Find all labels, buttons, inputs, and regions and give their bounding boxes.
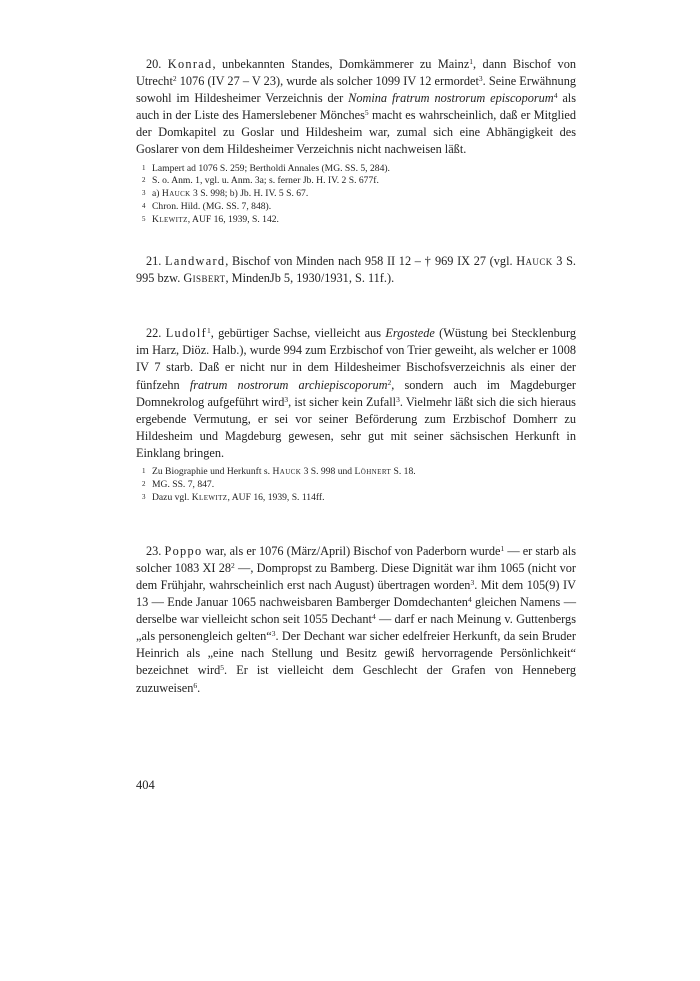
text-run: — darf er nach Meinung v. Guttenbergs „als personengleich gelten“	[136, 612, 576, 644]
footnotes	[136, 163, 576, 228]
footnote-ref: 4	[467, 595, 472, 605]
footnote-number: 2	[142, 479, 146, 488]
entry-23	[136, 543, 576, 697]
entry-text	[136, 325, 576, 462]
footnote	[136, 479, 576, 492]
text-run: Dazu vgl.	[152, 491, 192, 503]
text-run: .	[197, 680, 201, 695]
footnote-ref: 5	[220, 663, 224, 673]
footnote-ref: 6	[193, 680, 198, 690]
page-number: 404	[136, 778, 155, 792]
text-run: S. o. Anm. 1, vgl. u. Anm. 3a; s. ferner Jb. H. IV. 2 S. 677f.	[152, 175, 379, 187]
text-run: — er starb als solcher 1083 XI 28	[136, 543, 576, 575]
text-run: Lampert ad 1076 S. 259; Bertholdi Annales (MG. SS. 5, 284).	[152, 162, 390, 174]
footnote	[136, 492, 576, 505]
footnote-ref: 1	[500, 543, 505, 553]
text-run: 21.	[146, 254, 166, 269]
text-run: . Er ist vielleicht dem Geschlecht der Grafen von Henneberg zuzuweisen	[136, 663, 576, 695]
author-name: Hauck	[161, 188, 191, 200]
entry-name: Konrad	[167, 57, 213, 71]
footnote	[136, 201, 576, 214]
footnote	[136, 163, 576, 176]
entry-text	[136, 543, 576, 697]
footnote-number: 2	[142, 176, 146, 185]
author-name: Klewitz	[152, 214, 188, 226]
italic-text: Nomina fratrum nostrorum episcoporum	[348, 91, 554, 106]
entry-text	[136, 56, 576, 159]
footnote-ref: 1	[207, 326, 211, 336]
footnote-ref: 3	[284, 394, 289, 404]
text-run: , gebürtiger Sachse, vielleicht aus	[210, 326, 386, 341]
text-run: 23.	[146, 543, 165, 558]
footnote-ref: 2	[231, 560, 235, 570]
text-run: MG. SS. 7, 847.	[152, 478, 215, 490]
footnote-number: 3	[142, 189, 146, 198]
author-name: Löhnert	[354, 466, 392, 478]
footnote	[136, 188, 576, 201]
text-run: . Der Dechant war sicher edelfreier Herkunft, da sein Bruder Heinrich als „eine nach Stellung und Besitz gewiß hervorragende Persönlichkeit“ bezeichnet wird	[136, 629, 576, 678]
footnote-ref: 4	[553, 91, 558, 101]
text-run: , AUF 16, 1939, S. 142.	[187, 214, 279, 226]
footnote-ref: 2	[172, 74, 177, 84]
footnote	[136, 214, 576, 227]
footnote-ref: 5	[364, 108, 369, 118]
text-run: 3 S. 998 und	[301, 466, 355, 478]
footnote-ref: 3	[478, 74, 483, 84]
italic-text: Ergostede	[385, 326, 435, 341]
text-run: (Wüstung bei Stecklenburg im Harz, Diöz. Halb.), wurde 994 zum Erzbischof von Trier geweiht, als welcher er 1008 IV 7 starb. Daß er nicht nur in dem Hildesheimer Bischofsverzeichnis als einer der fünfzehn	[136, 326, 577, 392]
footnote	[136, 466, 576, 479]
text-run: , ist sicher kein Zufall	[288, 394, 397, 409]
text-run: 22.	[146, 326, 166, 341]
text-run: , AUF 16, 1939, S. 114ff.	[227, 491, 325, 503]
text-run: als auch in der Liste des Hamerslebener Mönches	[136, 91, 577, 123]
text-run: . Seine Erwähnung sowohl im Hildesheimer Verzeichnis der	[136, 74, 576, 106]
footnote-number: 1	[142, 163, 146, 172]
entry-20	[136, 56, 576, 227]
page-body	[136, 56, 576, 697]
text-run: , sondern auch im Magdeburger Domnekrolog aufgeführt wird	[136, 377, 577, 409]
footnote-number: 4	[142, 202, 146, 211]
text-run: Chron. Hild. (MG. SS. 7, 848).	[152, 201, 272, 213]
text-run: 20.	[146, 57, 168, 71]
footnote-number: 1	[142, 467, 146, 476]
entry-22	[136, 325, 576, 504]
italic-text: fratrum nostrorum archiepiscoporum	[189, 377, 388, 392]
text-run: 1076 (IV 27 – V 23), wurde als solcher 1099 IV 12 ermordet	[176, 74, 479, 89]
text-run: gleichen Namens — derselbe war vielleicht schon seit 1055 Dechant	[136, 595, 576, 627]
text-run: war, als er 1076 (März/April) Bischof von Paderborn wurde	[202, 543, 501, 558]
text-run: S. 18.	[391, 466, 416, 478]
text-run: , unbekannten Standes, Domkämmerer zu Mainz	[212, 57, 470, 71]
text-run: a)	[152, 188, 162, 200]
footnote-number: 5	[142, 215, 146, 224]
author-name: Gisbert	[183, 271, 226, 286]
footnote-ref: 3	[396, 394, 400, 404]
entry-name: Poppo	[164, 543, 203, 558]
footnote-ref: 3	[470, 577, 475, 587]
footnote	[136, 175, 576, 188]
text-run: , dann Bischof von Utrecht	[136, 57, 576, 89]
footnote-ref: 4	[371, 612, 376, 622]
entry-21	[136, 253, 576, 287]
footnote-ref: 1	[469, 57, 474, 66]
footnote-ref: 2	[387, 377, 392, 387]
text-run: . Mit dem 105(9) IV 13 — Ende Januar 1065 nachweisbaren Bamberger Domdechanten	[136, 577, 576, 610]
text-run: —, Dompropst zu Bamberg. Diese Dignität war ihm 1065 (nicht vor dem Frühjahr, wahrscheinlich erst nach August) übertragen worden	[136, 560, 576, 592]
text-run: 3 S. 998; b) Jb. H. IV. 5 S. 67.	[190, 188, 309, 200]
footnote-ref: 3	[271, 629, 276, 639]
text-run: 3 S. 995 bzw.	[136, 254, 577, 286]
entry-name: Ludolf	[165, 326, 207, 341]
author-name: Hauck	[516, 254, 553, 269]
text-run: , Bischof von Minden nach 958 II 12 – † 969 IX 27 (vgl.	[225, 254, 517, 269]
text-run: macht es wahrscheinlich, daß er Mitglied der Domkapitel zu Goslar und Hildesheim war, zumal sich eine Abhängigkeit des Goslarer von dem Hildesheimer Verzeichnis nicht nachweisen läßt.	[136, 108, 576, 157]
footnotes	[136, 466, 576, 505]
text-run: Zu Biographie und Herkunft s.	[152, 466, 273, 478]
text-run: , MindenJb 5, 1930/1931, S. 11f.).	[225, 271, 395, 286]
author-name: Klewitz	[191, 491, 228, 503]
entry-text	[136, 253, 576, 287]
entry-name: Landward	[165, 254, 226, 269]
text-run: . Vielmehr läßt sich die sich hieraus ergebende Vermutung, er sei vor seiner Beförderung zum Erzbischof Domherr zu Hildesheim und Magdeburg gewesen, sehr gut mit seiner sächsischen Herkunft in Einklang bringen.	[136, 394, 576, 460]
author-name: Hauck	[272, 466, 302, 478]
footnote-number: 3	[142, 492, 146, 501]
